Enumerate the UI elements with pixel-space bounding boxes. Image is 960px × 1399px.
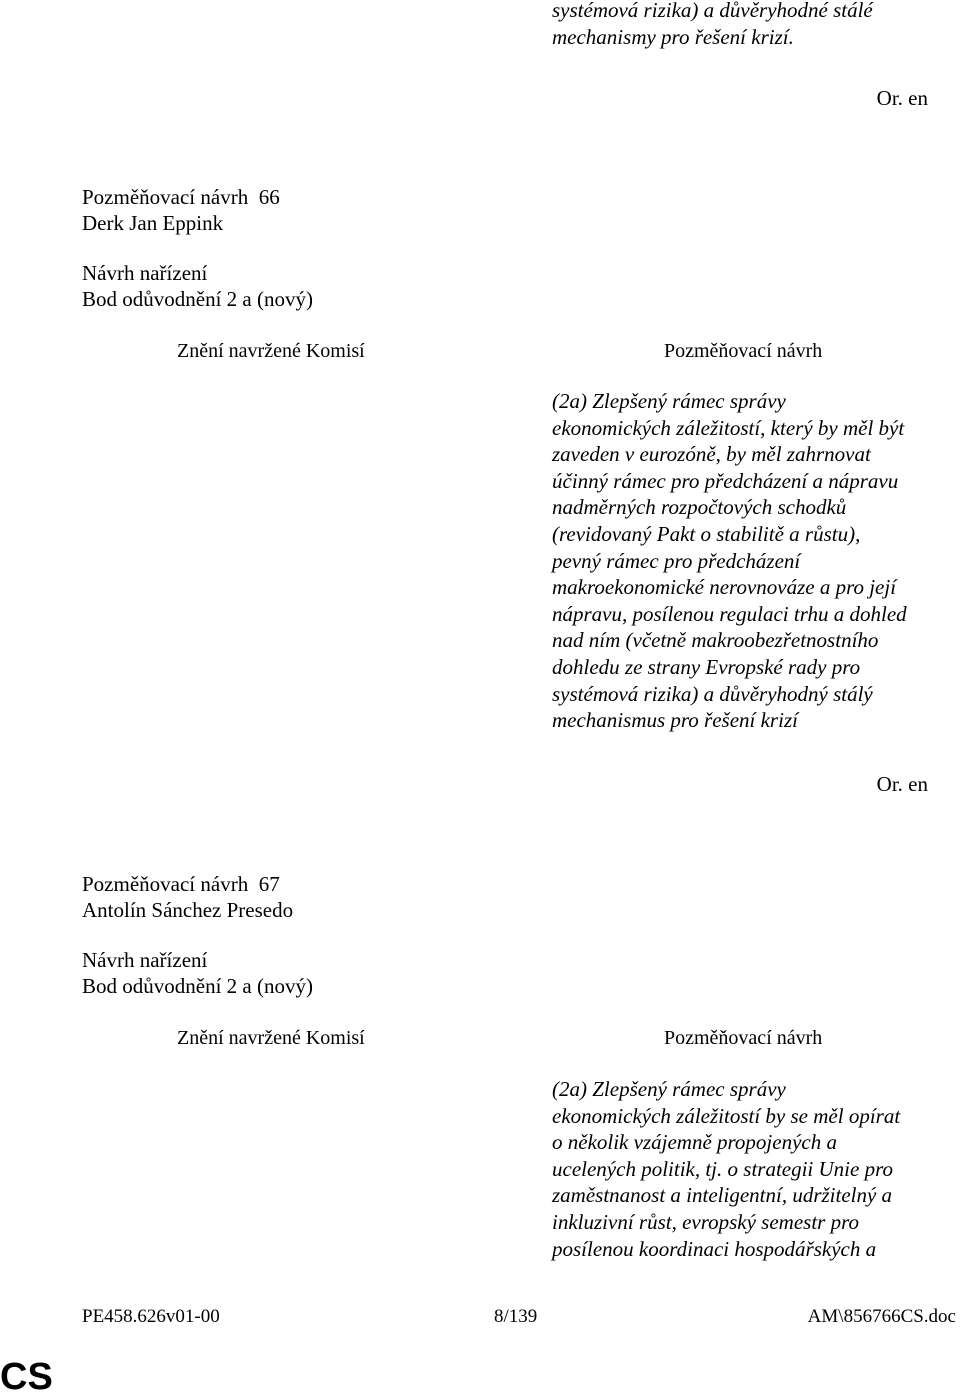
text-line: pevný rámec pro předcházení: [552, 548, 801, 573]
proposal-label: Návrh nařízení: [82, 261, 208, 285]
text-line: mechanismus pro řešení krizí: [552, 708, 798, 733]
text-line: posílenou koordinaci hospodářských a: [552, 1236, 877, 1261]
column-header-amendment: Pozměňovací návrh: [664, 1027, 823, 1049]
footer-doc-ref: PE458.626v01-00: [82, 1306, 220, 1327]
footer-page-number: 8/139: [494, 1306, 538, 1327]
column-header-commission: Znění navržené Komisí: [177, 340, 365, 362]
text-line: ekonomických záležitostí, který by měl být: [552, 415, 905, 440]
language-code: CS: [0, 1356, 53, 1398]
text-line: nadměrných rozpočtových schodků: [552, 495, 847, 520]
recital-label: Bod odůvodnění 2 a (nový): [82, 287, 313, 311]
amendment-reference: [82, 947, 313, 999]
continuation-text: [552, 0, 873, 50]
proposal-label: Návrh nařízení: [82, 948, 208, 972]
column-header-amendment: Pozměňovací návrh: [664, 340, 823, 362]
text-line: (revidovaný Pakt o stabilitě a růstu),: [552, 521, 861, 546]
text-line: (2a) Zlepšený rámec správy: [552, 389, 786, 413]
text-line: dohledu ze strany Evropské rady pro: [552, 654, 861, 679]
text-line: nápravu, posílenou regulaci trhu a dohled: [552, 601, 907, 626]
text-line: ucelených politik, tj. o strategii Unie pro: [552, 1156, 893, 1181]
recital-label: Bod odůvodnění 2 a (nový): [82, 974, 313, 998]
text-line: inkluzivní růst, evropský semestr pro: [552, 1209, 859, 1234]
text-line: makroekonomické nerovnováze a pro její: [552, 575, 897, 600]
amendment-text: [552, 388, 907, 734]
text-line: systémová rizika) a důvěryhodný stálý: [552, 681, 873, 706]
amendment-number: Pozměňovací návrh 67: [82, 872, 280, 896]
amendment-number: Pozměňovací návrh 66: [82, 185, 280, 209]
amendment-header: [82, 184, 280, 236]
text-line: systémová rizika) a důvěryhodné stálé: [552, 0, 873, 22]
text-line: zaměstnanost a inteligentní, udržitelný a: [552, 1183, 893, 1208]
amendment-header: [82, 871, 293, 923]
text-line: účinný rámec pro předcházení a nápravu: [552, 468, 899, 493]
text-line: mechanismy pro řešení krizí.: [552, 24, 794, 49]
original-language-label: Or. en: [876, 772, 928, 796]
text-line: zaveden v eurozóně, by měl zahrnovat: [552, 442, 871, 467]
text-line: nad ním (včetně makroobezřetnostního: [552, 628, 879, 653]
text-line: (2a) Zlepšený rámec správy: [552, 1077, 786, 1101]
column-header-commission: Znění navržené Komisí: [177, 1027, 365, 1049]
original-language-label: Or. en: [876, 86, 928, 110]
text-line: o několik vzájemně propojených a: [552, 1130, 837, 1155]
amendment-author: Derk Jan Eppink: [82, 211, 224, 235]
footer-file-name: AM\856766CS.doc: [807, 1306, 956, 1327]
amendment-text: [552, 1076, 900, 1262]
text-line: ekonomických záležitostí by se měl opírat: [552, 1103, 901, 1128]
amendment-reference: [82, 260, 313, 312]
amendment-author: Antolín Sánchez Presedo: [82, 898, 294, 922]
